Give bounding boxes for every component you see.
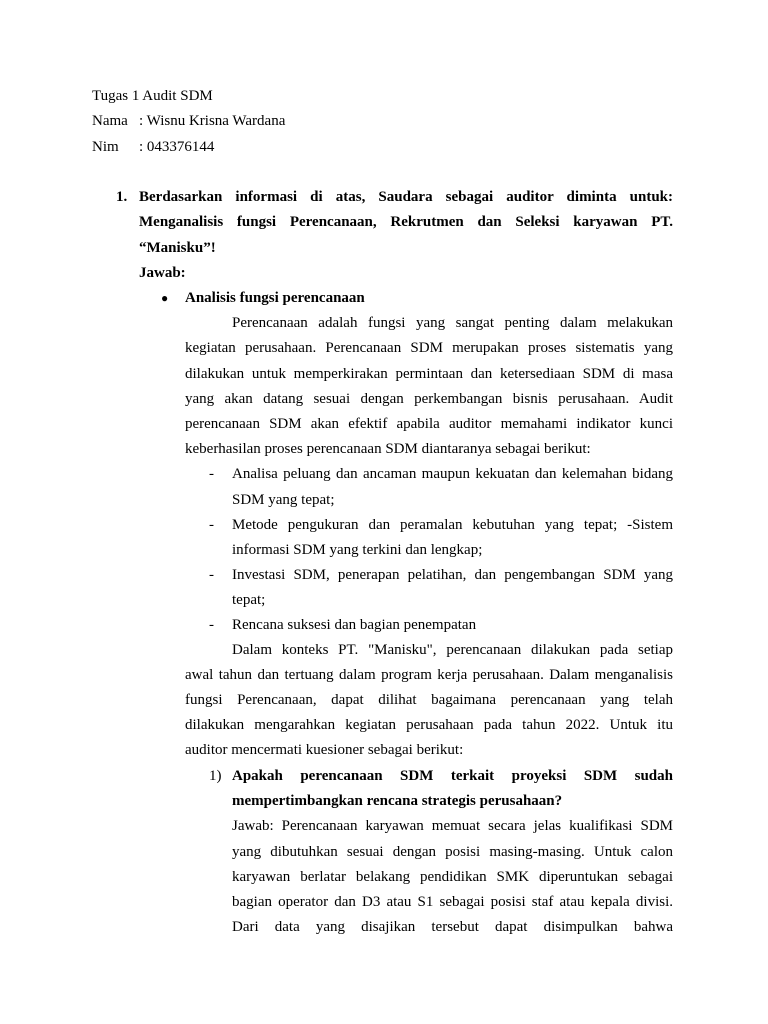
jawab-label: Jawab:: [139, 265, 186, 281]
paragraph-line: perencanaan SDM akan efektif apabila auditor memahami indikator kunci: [185, 416, 673, 432]
question-line: “Manisku”!: [139, 240, 216, 256]
paragraph-line: dilakukan mengarahkan kegiatan perusahaan pada tahun 2022. Untuk itu: [185, 717, 673, 733]
list-item-line: Rencana suksesi dan bagian penempatan: [232, 617, 477, 633]
question-line: Menganalisis fungsi Perencanaan, Rekrutmen dan Seleksi karyawan PT.: [139, 214, 673, 230]
dash-marker: -: [209, 567, 214, 583]
paragraph-line: kegiatan perusahaan. Perencanaan SDM merupakan proses sistematis yang: [185, 340, 673, 356]
bullet-icon: ●: [161, 291, 169, 305]
sub-question-line: mempertimbangkan rencana strategis perusahaan?: [232, 793, 563, 809]
nim-row: [92, 137, 214, 157]
name-value: : Wisnu Krisna Wardana: [139, 113, 286, 129]
name-label: Nama: [92, 113, 128, 129]
sub-question-number: 1): [209, 768, 222, 784]
nim-label: Nim: [92, 139, 119, 155]
list-item-line: tepat;: [232, 592, 266, 608]
nim-value: : 043376144: [139, 139, 215, 155]
name-row: [92, 111, 285, 131]
answer-line: Dari data yang disajikan tersebut dapat disimpulkan bahwa: [232, 919, 673, 935]
paragraph-line: Dalam konteks PT. "Manisku", perencanaan dilakukan pada setiap: [232, 642, 673, 658]
list-item-line: Metode pengukuran dan peramalan kebutuhan yang tepat; -Sistem: [232, 517, 673, 533]
paragraph-line: fungsi Perencanaan, dapat dilihat bagaimana perencanaan yang telah: [185, 692, 673, 708]
answer-line: Jawab: Perencanaan karyawan memuat secara jelas kualifikasi SDM: [232, 818, 673, 834]
answer-line: yang dibutuhkan sesuai dengan posisi masing-masing. Untuk calon: [232, 844, 673, 860]
dash-marker: -: [209, 466, 214, 482]
paragraph-line: auditor mencermati kuesioner sebagai berikut:: [185, 742, 464, 758]
list-item-line: Investasi SDM, penerapan pelatihan, dan pengembangan SDM yang: [232, 567, 673, 583]
sub-question-line: Apakah perencanaan SDM terkait proyeksi SDM sudah: [232, 768, 673, 784]
list-item-line: SDM yang tepat;: [232, 492, 335, 508]
list-item-line: Analisa peluang dan ancaman maupun kekuatan dan kelemahan bidang: [232, 466, 673, 482]
answer-line: karyawan berlatar belakang pendidikan SMK diperuntukan sebagai: [232, 869, 673, 885]
document-title: Tugas 1 Audit SDM: [92, 88, 213, 104]
paragraph-line: yang akan datang sesuai dengan perkembangan bisnis perusahaan. Audit: [185, 391, 673, 407]
section-heading: Analisis fungsi perencanaan: [185, 290, 365, 306]
paragraph-line: dilakukan untuk memperkirakan permintaan dan ketersediaan SDM di masa: [185, 366, 673, 382]
paragraph-line: Perencanaan adalah fungsi yang sangat penting dalam melakukan: [232, 315, 673, 331]
dash-marker: -: [209, 517, 214, 533]
paragraph-line: awal tahun dan tertuang dalam program kerja perusahaan. Dalam menganalisis: [185, 667, 673, 683]
paragraph-line: keberhasilan proses perencanaan SDM diantaranya sebagai berikut:: [185, 441, 591, 457]
list-item-line: informasi SDM yang terkini dan lengkap;: [232, 542, 483, 558]
dash-marker: -: [209, 617, 214, 633]
answer-line: bagian operator dan D3 atau S1 sebagai posisi staf atau kepala divisi.: [232, 894, 673, 910]
question-line: Berdasarkan informasi di atas, Saudara sebagai auditor diminta untuk:: [139, 189, 673, 205]
question-number: 1.: [116, 189, 128, 205]
